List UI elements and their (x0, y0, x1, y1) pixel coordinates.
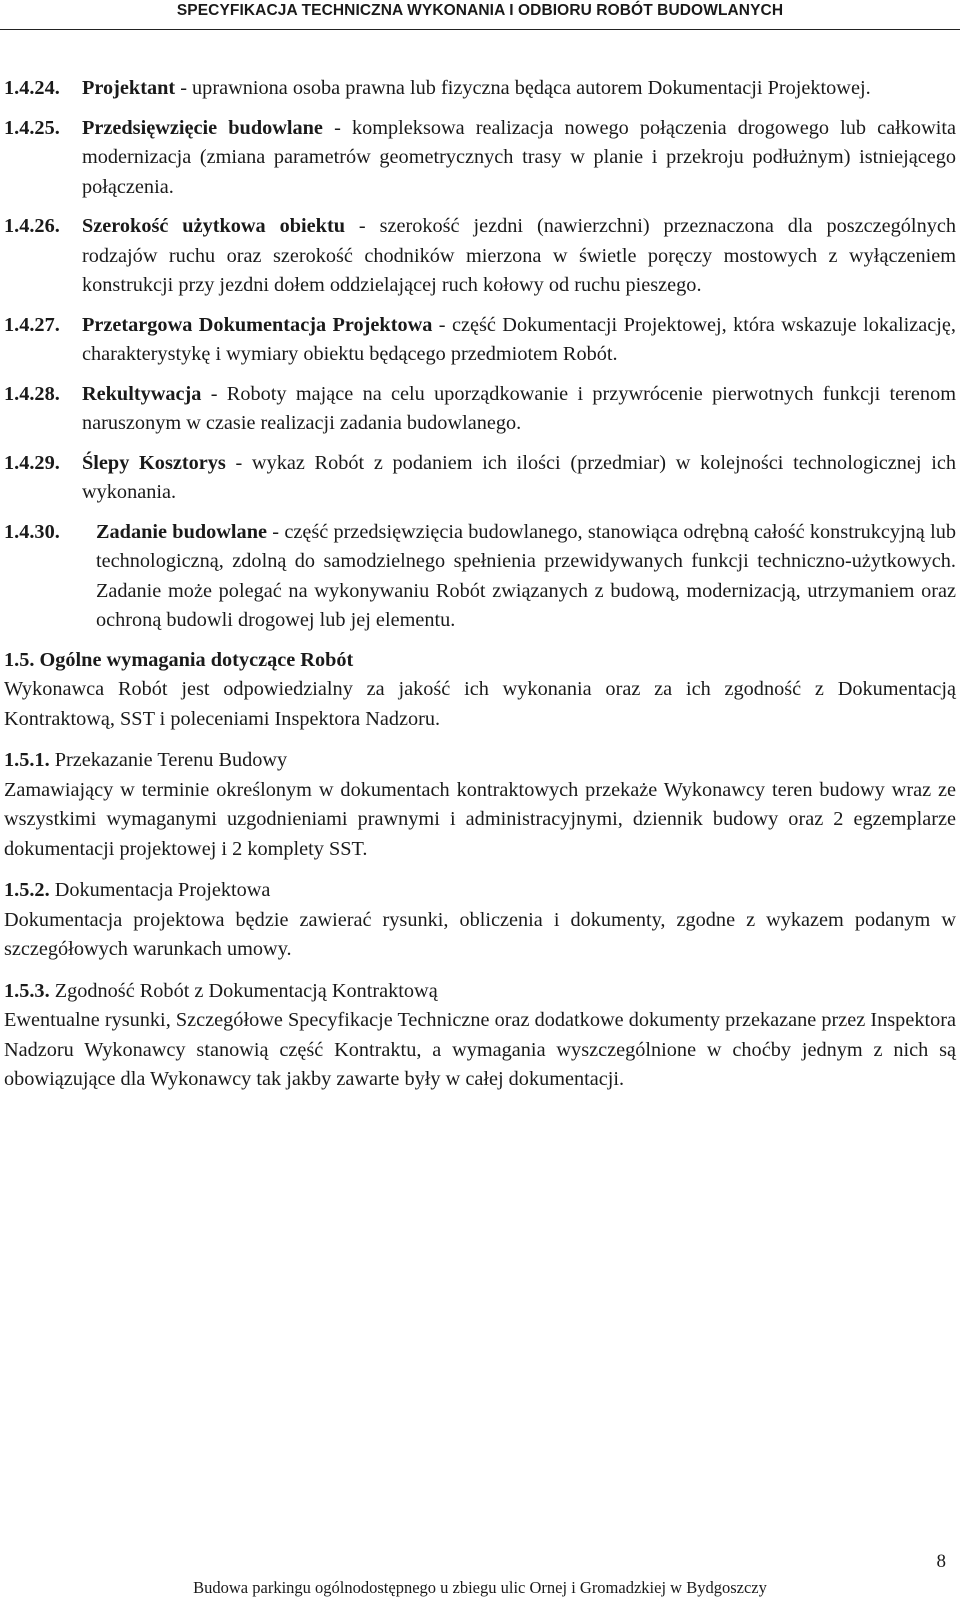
definition-text: - uprawniona osoba prawna lub fizyczna będąca autorem Dokumentacji Projektowej. (175, 77, 871, 99)
subsection-paragraph-1-5-3: Ewentualne rysunki, Szczegółowe Specyfikacje Techniczne oraz dodatkowe dokumenty przekazane przez Inspektora Nadzoru Wykonawcy stanowią część Kontraktu, a wymagania wyszczególnione w choćby jednym z nich są obowiązujące dla Wykonawcy tak jakby zawarte były w całej dokumentacji. (4, 1009, 956, 1090)
header-divider (0, 29, 960, 30)
subsection-heading-1-5-1 (4, 746, 956, 776)
subsection-number: 1.5.1. (4, 749, 50, 771)
document-footer: Budowa parkingu ogólnodostępnego u zbiegu ulic Ornej i Gromadzkiej w Bydgoszczy (193, 1578, 767, 1597)
definition-number: 1.4.30. (4, 520, 60, 543)
definition-term: Przedsięwzięcie budowlane (82, 116, 323, 139)
definition-1-4-30 (4, 518, 956, 636)
subsection-paragraph-1-5-1: Zamawiający w terminie określonym w dokumentach kontraktowych przekaże Wykonawcy teren budowy wraz ze wszystkimi wymaganymi uzgodnieniami prawnymi i administracyjnymi, dziennik budowy oraz 2 egzemplarze dokumentacji projektowej i 2 komplety SST. (4, 778, 956, 860)
section-paragraph-1-5: Wykonawca Robót jest odpowiedzialny za jakość ich wykonania oraz za ich zgodność z Dokumentacją Kontraktową, SST i poleceniami Inspektora Nadzoru. (4, 678, 956, 730)
document-body (4, 74, 956, 1107)
subsection-paragraph-1-5-2: Dokumentacja projektowa będzie zawierać rysunki, obliczenia i dokumenty, zgodne z wykazem podanym w szczegółowych warunkach umowy. (4, 908, 956, 960)
definition-number: 1.4.25. (4, 116, 60, 139)
definition-term: Projektant (82, 77, 176, 99)
subsection-heading-1-5-3 (4, 977, 956, 1007)
definition-number: 1.4.26. (4, 215, 60, 237)
subsection-title: Zgodność Robót z Dokumentacją Kontraktową (49, 979, 438, 1002)
definition-1-4-27 (4, 311, 956, 370)
definition-term: Rekultywacja (82, 382, 202, 405)
definition-text: - szerokość jezdni (nawierzchni) przeznaczona dla poszczególnych rodzajów ruchu oraz szerokość chodników mierzona w świetle poręczy mostowych z wyłączeniem konstrukcji przy jezdni dołem oddzielającej ruch kołowy od ruchu pieszego. (82, 215, 956, 296)
section-heading-1-5: 1.5. Ogólne wymagania dotyczące Robót (4, 648, 354, 671)
definition-number: 1.4.24. (4, 77, 60, 99)
definition-text: - Roboty mające na celu uporządkowanie i przywrócenie pierwotnych funkcji terenom naruszonym w czasie realizacji zadania budowlanego. (82, 382, 956, 434)
definition-text: - część Dokumentacji Projektowej, która wskazuje lokalizację, charakterystykę i wymiary obiektu będącego przedmiotem Robót. (82, 313, 956, 365)
document-header: SPECYFIKACJA TECHNICZNA WYKONANIA I ODBIORU ROBÓT BUDOWLANYCH (176, 2, 784, 19)
definition-1-4-26 (4, 212, 956, 301)
subsection-number: 1.5.2. (4, 879, 50, 901)
definition-number: 1.4.28. (4, 382, 60, 405)
definition-1-4-25 (4, 114, 956, 203)
subsection-number: 1.5.3. (4, 979, 50, 1002)
definition-term: Zadanie budowlane (96, 520, 267, 543)
definition-number: 1.4.27. (4, 313, 60, 336)
definition-1-4-29 (4, 449, 956, 508)
definition-text: - kompleksowa realizacja nowego połączenia drogowego lub całkowita modernizacja (zmiana parametrów geometrycznych trasy w planie i przekroju podłużnym) istniejącego połączenia. (82, 116, 956, 198)
subsection-title: Przekazanie Terenu Budowy (49, 749, 288, 771)
definition-text: - wykaz Robót z podaniem ich ilości (przedmiar) w kolejności technologicznej ich wykonania. (82, 451, 956, 503)
definition-number: 1.4.29. (4, 451, 60, 474)
subsection-heading-1-5-2 (4, 876, 956, 906)
definition-term: Przetargowa Dokumentacja Projektowa (82, 313, 433, 336)
definition-term: Ślepy Kosztorys (82, 451, 226, 474)
definition-1-4-28 (4, 380, 956, 439)
definition-term: Szerokość użytkowa obiektu (82, 215, 345, 237)
page-number: 8 (936, 1551, 946, 1572)
subsection-title: Dokumentacja Projektowa (49, 879, 271, 901)
definition-text: - część przedsięwzięcia budowlanego, stanowiąca odrębną całość konstrukcyjną lub technologiczną, zdolną do samodzielnego spełnienia przewidywanych funkcji techniczno-użytkowych. Zadanie może polegać na wykonywaniu Robót związanych z budową, modernizacją, utrzymaniem oraz ochroną budowli drogowej lub jej elementu. (96, 520, 956, 631)
definition-1-4-24 (4, 74, 956, 104)
